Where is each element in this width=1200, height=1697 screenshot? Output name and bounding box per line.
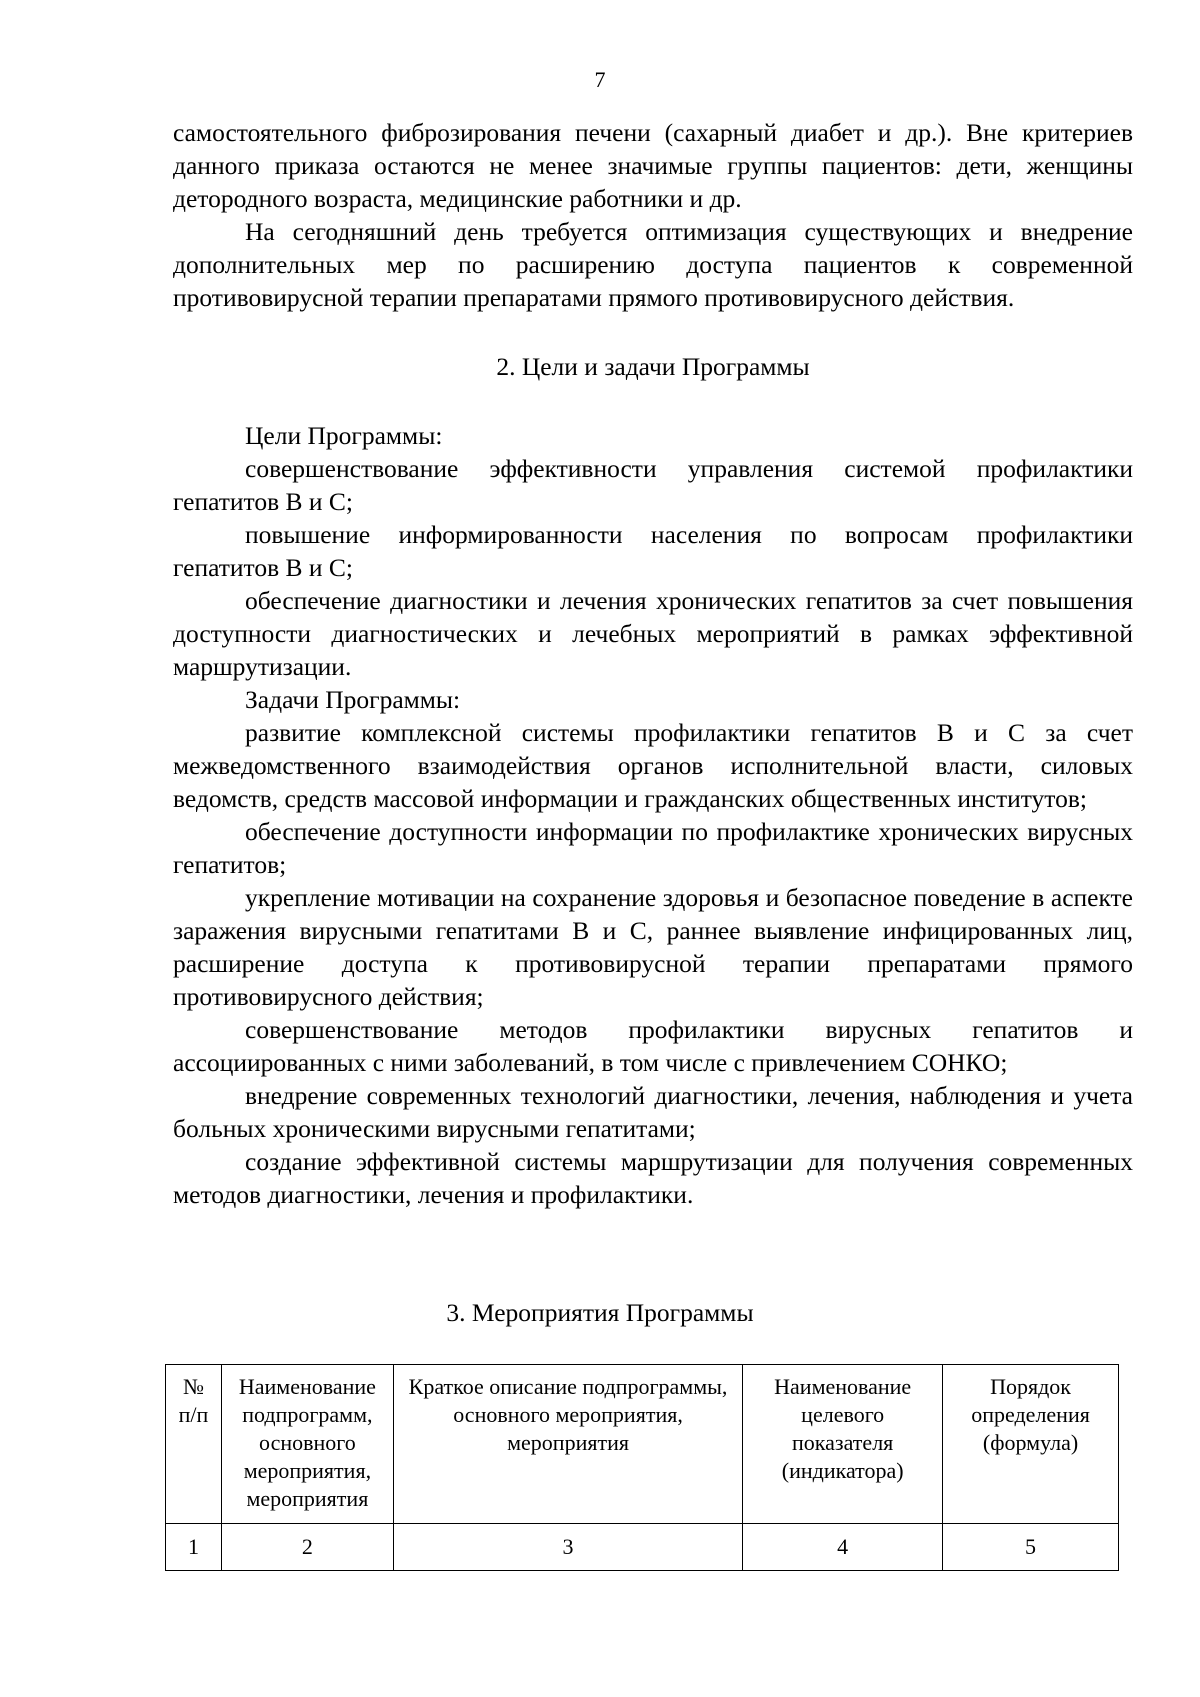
goal-item: обеспечение диагностики и лечения хронических гепатитов за счет повышения доступности диагностических и лечебных мероприятий в рамках эффективной маршрутизации. (173, 586, 1133, 681)
page-number: 7 (594, 67, 606, 92)
table-header-cell: Порядок определения (формула) (943, 1365, 1119, 1524)
goals-label: Цели Программы: (245, 421, 443, 450)
table-header-cell: № п/п (166, 1365, 222, 1524)
goal-item: повышение информированности населения по вопросам профилактики гепатитов В и С; (173, 520, 1133, 582)
task-item: укрепление мотивации на сохранение здоровья и безопасное поведение в аспекте заражения вирусными гепатитами В и С, раннее выявление инфицированных лиц, расширение доступа к противовирусной терапии препаратами прямого противовирусного действия; (173, 883, 1133, 1011)
table-row (166, 1524, 1119, 1571)
table-header-cell: Краткое описание подпрограммы, основного мероприятия, мероприятия (393, 1365, 742, 1524)
paragraph: самостоятельного фиброзирования печени (сахарный диабет и др.). Вне критериев данного приказа остаются не менее значимые группы пациентов: дети, женщины детородного возраста, медицинские работники и др. (173, 118, 1133, 213)
task-item: внедрение современных технологий диагностики, лечения, наблюдения и учета больных хроническими вирусными гепатитами; (173, 1081, 1133, 1143)
task-item: развитие комплексной системы профилактики гепатитов В и С за счет межведомственного взаимодействия органов исполнительной власти, силовых ведомств, средств массовой информации и гражданских общественных институтов; (173, 718, 1133, 813)
tasks-label: Задачи Программы: (245, 685, 461, 714)
task-item: совершенствование методов профилактики вирусных гепатитов и ассоциированных с ними заболеваний, в том числе с привлечением СОНКО; (173, 1015, 1133, 1077)
task-item: создание эффективной системы маршрутизации для получения современных методов диагностики, лечения и профилактики. (173, 1147, 1133, 1209)
document-body (173, 116, 1133, 1211)
goal-item: совершенствование эффективности управления системой профилактики гепатитов В и С; (173, 454, 1133, 516)
table-header-cell: Наименование подпрограмм, основного мероприятия, мероприятия (221, 1365, 393, 1524)
paragraph: На сегодняшний день требуется оптимизация существующих и внедрение дополнительных мер по расширению доступа пациентов к современной противовирусной терапии препаратами прямого противовирусного действия. (173, 217, 1133, 312)
task-item: обеспечение доступности информации по профилактике хронических вирусных гепатитов; (173, 817, 1133, 879)
table-cell: 1 (166, 1524, 222, 1571)
activities-table (165, 1364, 1119, 1571)
table-cell: 4 (743, 1524, 943, 1571)
table-header-row (166, 1365, 1119, 1524)
table-cell: 2 (221, 1524, 393, 1571)
table-cell: 5 (943, 1524, 1119, 1571)
section-heading: 2. Цели и задачи Программы (496, 352, 810, 381)
table-header-cell: Наименование целевого показателя (индикатора) (743, 1365, 943, 1524)
section-heading: 3. Мероприятия Программы (446, 1298, 754, 1327)
table-cell: 3 (393, 1524, 742, 1571)
